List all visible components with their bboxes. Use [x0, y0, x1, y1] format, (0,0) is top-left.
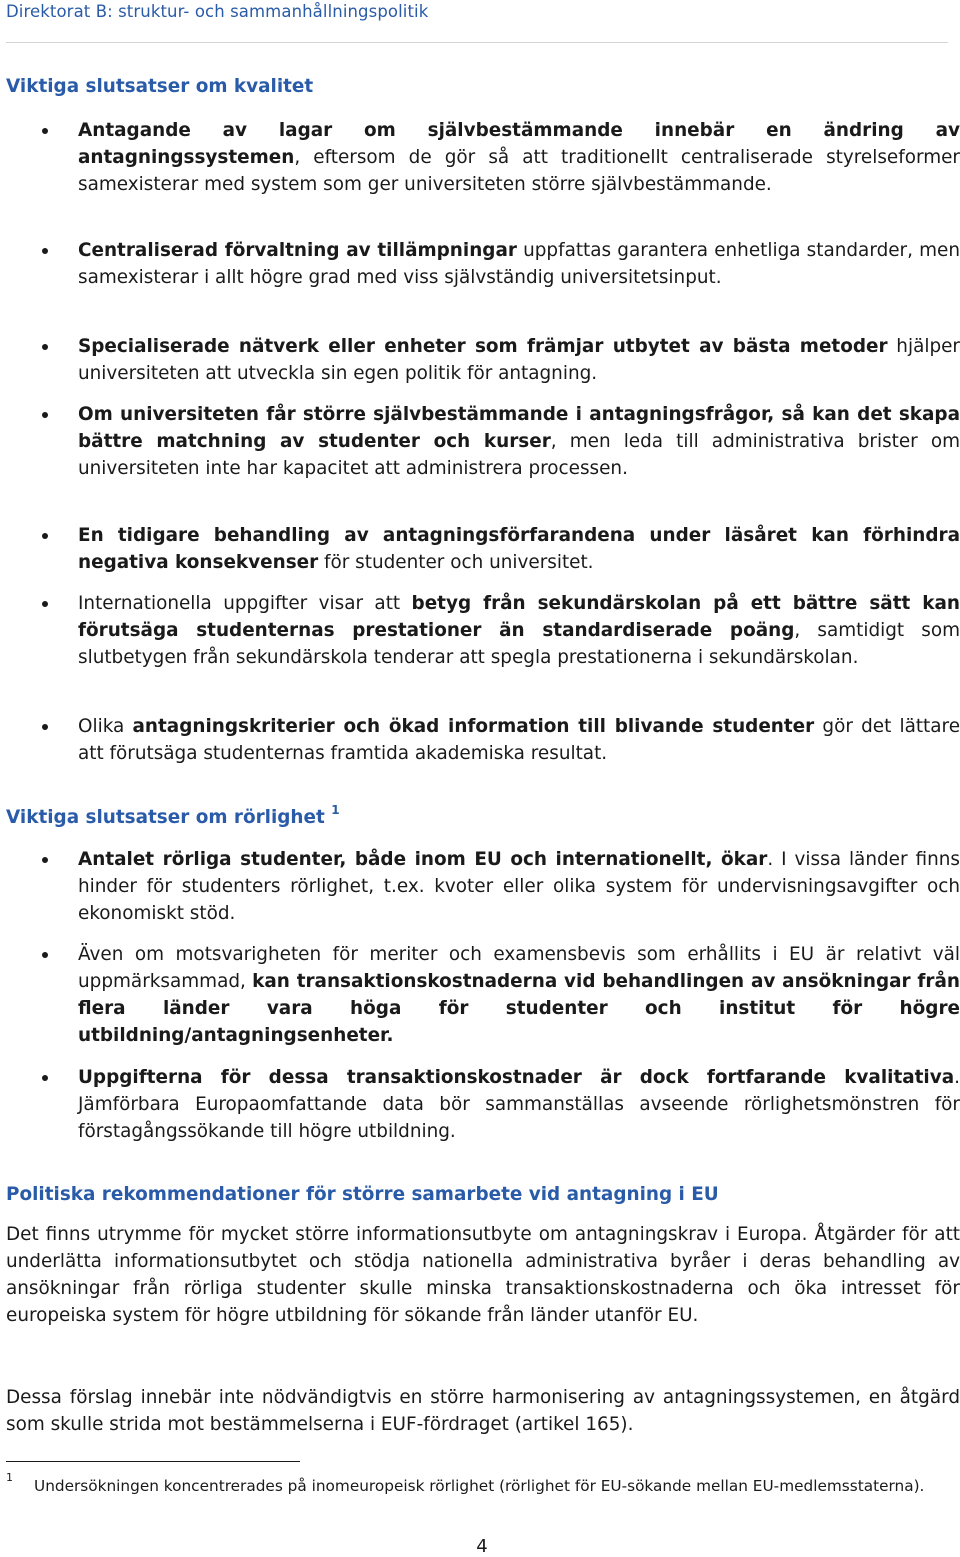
- footnote-text: Undersökningen koncentrerades på inomeuropeisk rörlighet (rörlighet för EU-sökande mellan EU-medlemsstaterna).: [34, 1477, 925, 1495]
- page-number: 4: [476, 1536, 488, 1557]
- paragraph-recommendations-1: Det finns utrymme för mycket större informationsutbyte om antagningskrav i Europa. Åtgärder för att underlätta informationsutbytet och stödja nationella administrativa byråer i deras behandling av ansökningar från rörliga studenter skulle minska transaktionskostnaderna och öka intresset för europeiska system för högre utbildning för sökande från länder utanför EU.: [6, 1224, 960, 1326]
- bullet-dot: [42, 724, 48, 730]
- bullet-quality-6: Internationella uppgifter visar att betyg från sekundärskolan på ett bättre sätt kan förutsäga studenternas prestationer än standardiserade poäng, samtidigt som slutbetygen från sekundärskola tenderar att spegla prestationerna i sekundärskolan.: [78, 590, 960, 671]
- section-heading-recommendations: Politiska rekommendationer för större samarbete vid antagning i EU: [6, 1184, 719, 1205]
- section-heading-mobility: Viktiga slutsatser om rörlighet $^1$: [6, 803, 340, 829]
- bullet-dot: [42, 857, 48, 863]
- bullet-dot: [42, 952, 48, 958]
- bullet-mobility-2: Även om motsvarigheten för meriter och examensbevis som erhållits i EU är relativt väl uppmärksammad, kan transaktionskostnaderna vid behandlingen av ansökningar från flera länder vara höga för studenter och institut för högre utbildning/antagningsenheter.: [78, 941, 960, 1049]
- footnote-divider: [6, 1461, 300, 1462]
- section-heading-quality: Viktiga slutsatser om kvalitet: [6, 76, 314, 97]
- bullet-dot: [42, 344, 48, 350]
- footnote-reference: 1: [331, 803, 340, 817]
- bullet-mobility-3: Uppgifterna för dessa transaktionskostnader är dock fortfarande kvalitativa. Jämförbara Europaomfattande data bör sammanställas avseende rörlighetsmönstren för förstagångssökande till högre utbildning.: [78, 1064, 960, 1145]
- running-header: Direktorat B: struktur- och sammanhållningspolitik: [6, 2, 429, 21]
- footnote-number: 1: [6, 1471, 13, 1484]
- bullet-quality-7: Olika antagningskriterier och ökad information till blivande studenter gör det lättare att förutsäga studenternas framtida akademiska resultat.: [78, 713, 960, 767]
- paragraph-recommendations-2: Dessa förslag innebär inte nödvändigtvis en större harmonisering av antagningssystemen, en åtgärd som skulle strida mot bestämmelserna i EUF-fördraget (artikel 165).: [6, 1387, 960, 1435]
- bullet-quality-1: Antagande av lagar om självbestämmande innebär en ändring av antagningssystemen, eftersom de gör så att traditionellt centraliserade styrelseformer samexisterar med system som ger universiteten större självbestämmande.: [78, 117, 960, 198]
- bullet-dot: [42, 248, 48, 254]
- bullet-dot: [42, 1075, 48, 1081]
- bullet-dot: [42, 128, 48, 134]
- bullet-dot: [42, 601, 48, 607]
- bullet-quality-5: En tidigare behandling av antagningsförfarandena under läsåret kan förhindra negativa konsekvenser för studenter och universitet.: [78, 522, 960, 576]
- bullet-dot: [42, 533, 48, 539]
- bullet-quality-3: Specialiserade nätverk eller enheter som främjar utbytet av bästa metoder hjälper universiteten att utveckla sin egen politik för antagning.: [78, 333, 960, 387]
- bullet-mobility-1: Antalet rörliga studenter, både inom EU och internationellt, ökar. I vissa länder finns hinder för studenters rörlighet, t.ex. kvoter eller olika system för undervisningsavgifter och ekonomiskt stöd.: [78, 846, 960, 927]
- bullet-dot: [42, 412, 48, 418]
- header-divider: [6, 42, 948, 43]
- bullet-quality-2: Centraliserad förvaltning av tillämpningar uppfattas garantera enhetliga standarder, men samexisterar i allt högre grad med viss självständig universitetsinput.: [78, 237, 960, 291]
- bullet-quality-4: Om universiteten får större självbestämmande i antagningsfrågor, så kan det skapa bättre matchning av studenter och kurser, men leda till administrativa brister om universiteten inte har kapacitet att administrera processen.: [78, 401, 960, 482]
